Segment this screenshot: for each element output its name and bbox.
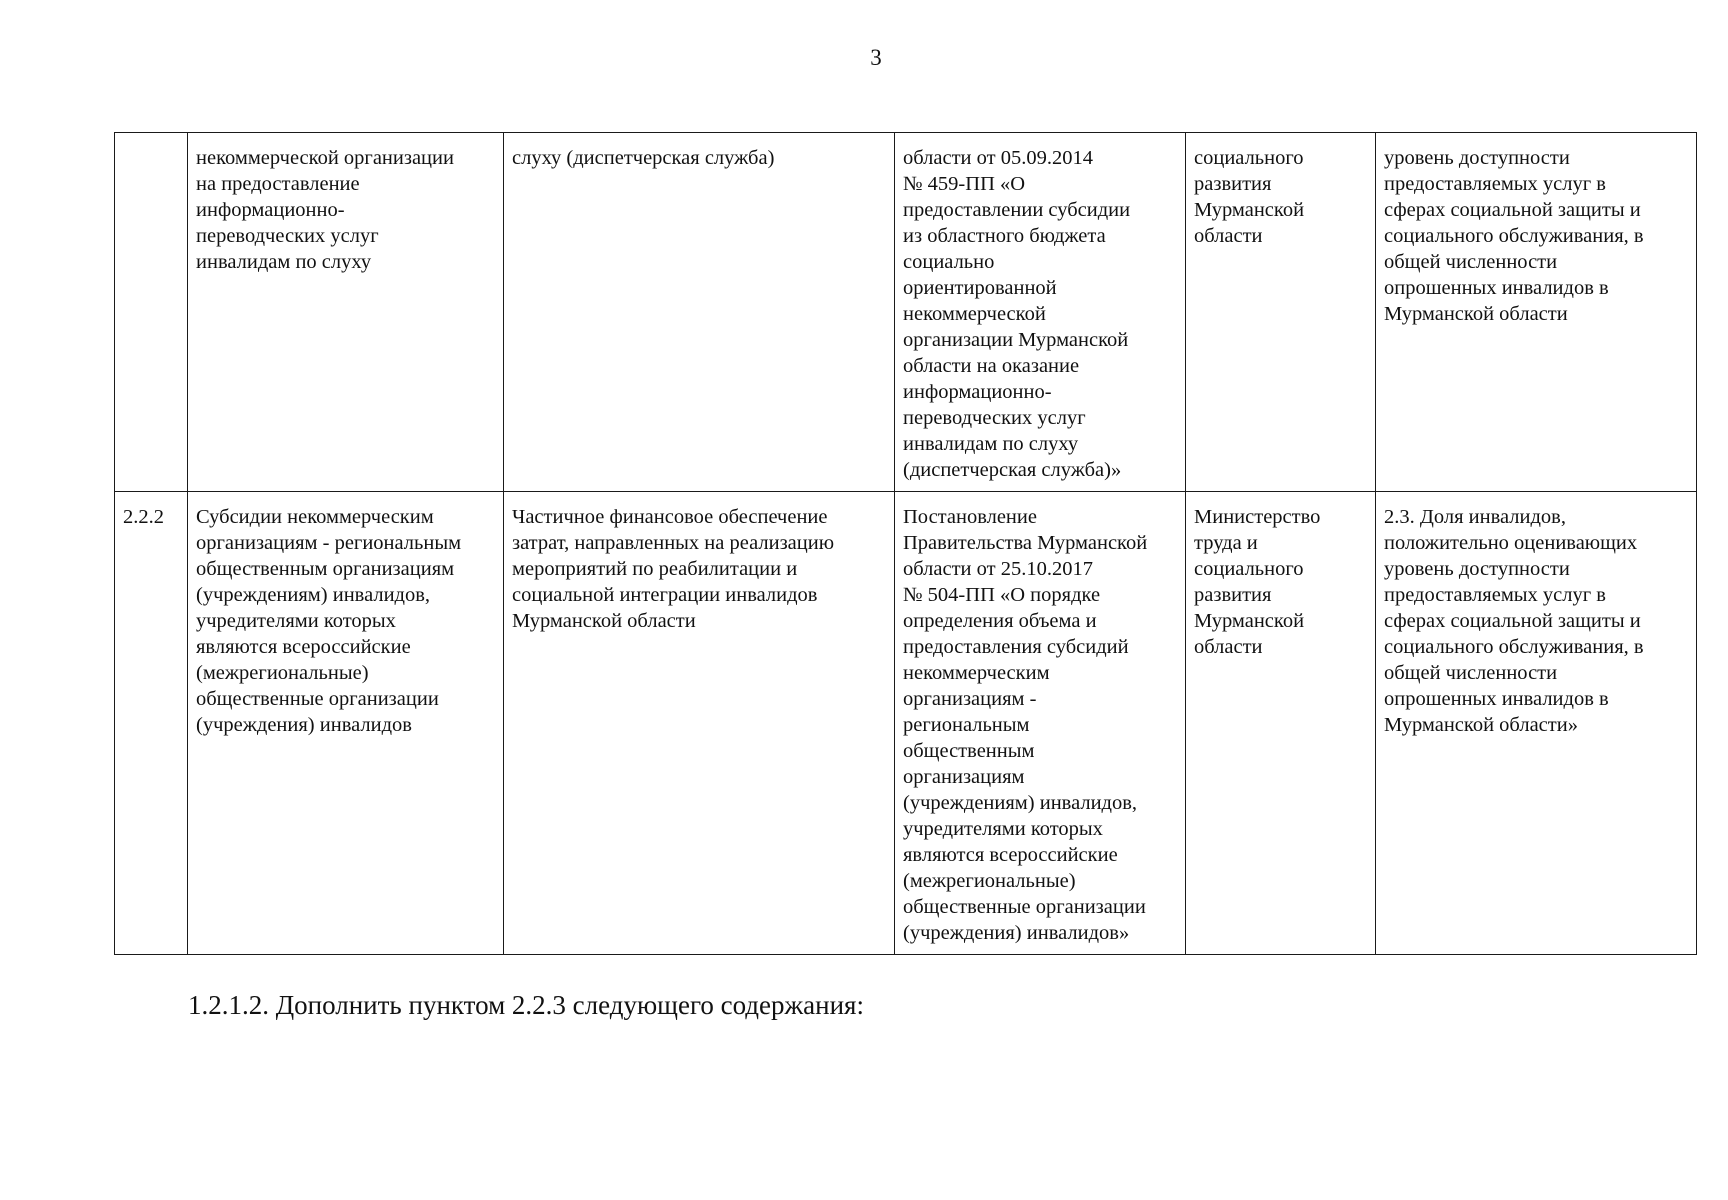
program-table — [114, 132, 1697, 955]
cell-number: 2.2.2 — [115, 492, 188, 955]
cell-indicator: 2.3. Доля инвалидов, положительно оценивающих уровень доступности предоставляемых услуг в сферах социальной защиты и социального обслуживания, в общей численности опрошенных инвалидов в Мурманской области» — [1376, 492, 1697, 955]
cell-purpose: Частичное финансовое обеспечение затрат, направленных на реализацию мероприятий по реабилитации и социальной интеграции инвалидов Мурманской области — [504, 492, 895, 955]
cell-legal-basis: Постановление Правительства Мурманской области от 25.10.2017 № 504-ПП «О порядке определения объема и предоставления субсидий некоммерческим организациям - региональным общественным организациям (учреждениям) инвалидов, учредителями которых являются всероссийские (межрегиональные) общественные организации (учреждения) инвалидов» — [895, 492, 1186, 955]
cell-number — [115, 133, 188, 492]
cell-measure-name: Субсидии некоммерческим организациям - региональным общественным организациям (учреждениям) инвалидов, учредителями которых являются всероссийские (межрегиональные) общественные организации (учреждения) инвалидов — [188, 492, 504, 955]
cell-executor: Министерство труда и социального развития Мурманской области — [1186, 492, 1376, 955]
cell-indicator: уровень доступности предоставляемых услуг в сферах социальной защиты и социального обслуживания, в общей численности опрошенных инвалидов в Мурманской области — [1376, 133, 1697, 492]
cell-purpose: слуху (диспетчерская служба) — [504, 133, 895, 492]
amendment-paragraph: 1.2.1.2. Дополнить пунктом 2.2.3 следующего содержания: — [188, 990, 864, 1020]
cell-executor: социального развития Мурманской области — [1186, 133, 1376, 492]
table-row — [115, 492, 1697, 955]
cell-measure-name: некоммерческой организации на предоставление информационно- переводческих услуг инвалидам по слуху — [188, 133, 504, 492]
table-row — [115, 133, 1697, 492]
cell-legal-basis: области от 05.09.2014 № 459-ПП «О предоставлении субсидии из областного бюджета социально ориентированной некоммерческой организации Мурманской области на оказание информационно- переводческих услуг инвалидам по слуху (диспетчерская служба)» — [895, 133, 1186, 492]
page-number: 3 — [870, 45, 882, 70]
